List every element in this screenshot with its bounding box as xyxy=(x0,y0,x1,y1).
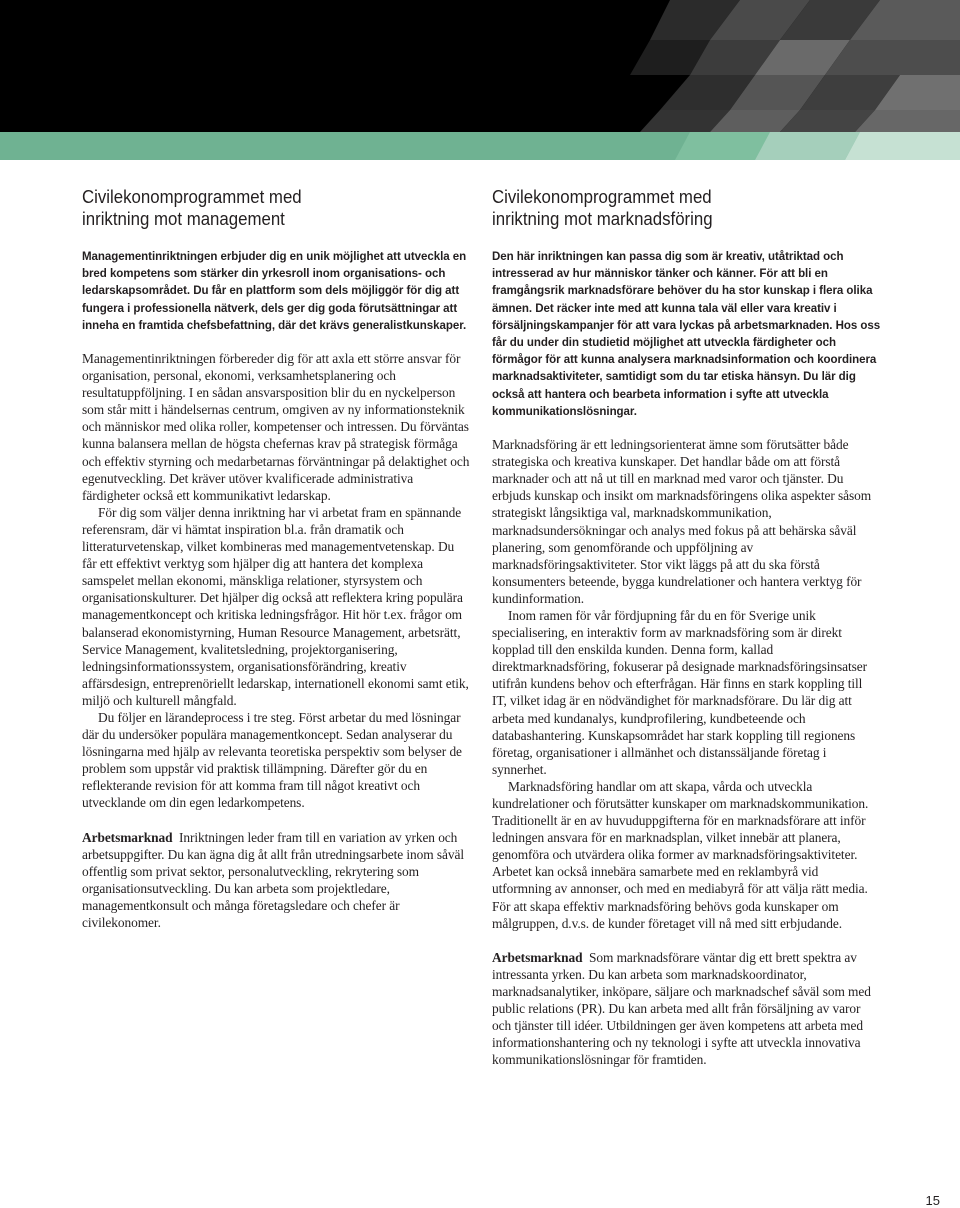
heading-line: inriktning mot management xyxy=(82,208,285,229)
management-intro: Managementinriktningen erbjuder dig en unik möjlighet att utveckla en bred kompetens som stärker din yrkesroll inom organisations- och ledarskapsområdet. Du får en plattform som dels möjliggör för dig att fungera i professionella nätverk, dels ger dig goda förutsättningar att inneha en framtida chefsbefattning, där det krävs generalistkunskaper. xyxy=(82,249,467,332)
decorative-cube-pattern xyxy=(630,0,960,160)
job-market-text: Som marknadsförare väntar dig ett brett spektra av intressanta yrken. Du kan arbeta som marknadskoordinator, marknadsanalytiker, inköpare, säljare och marknadschef såväl som med public relations (PR). Du kan arbeta med allt från försäljning av varor och tjänster till idéer. Utbildningen ger även kompetens att arbeta med informationshantering och ny teknologi i syfte att utveckla innovativa kommunikationslösningar för framtiden. xyxy=(492,949,871,1068)
marketing-heading xyxy=(492,186,849,230)
body-paragraph: Marknadsföring är ett ledningsorienterat ämne som förutsätter både strategiska och kreativa kunskaper. Det handlar både om att förstå marknader och att nå ut till en marknad med varor och tjänster. Du erbjuds kunskap och insikt om marknadsföringens olika aspekter såsom strategiskt långsiktiga val, marknadskommunikation, marknadsundersökningar och analys med fokus på att behärska såväl planering, som genomförande och uppföljning av marknadsföringsaktiviteter. Stor vikt läggs på att du ska förstå konsumenters beteende, bygga kundrelationer och hantera verktyg för kundinformation. xyxy=(492,437,872,606)
marketing-body xyxy=(492,436,880,1068)
body-paragraph: Marknadsföring handlar om att skapa, vårda och utveckla kundrelationer och förutsätter kunskaper om marknadskommunikation. Traditionellt är en av huvuduppgifterna för en marknadsförare att inför ledningen ansvara för en marknadsplan, vilket innebär att planera, genomföra och utvärdera olika former av marknadsföringsaktiviteter. Arbetet kan också innebära samarbete med en reklambyrå vid utformning av annonser, och med en mediabyrå för att välja rätt media. För att skapa effektiv marknadsföring behövs goda kunskaper om målgruppen, d.v.s. de kunder företaget vill nå med sitt erbjudande. xyxy=(492,778,869,931)
cube-shapes xyxy=(630,0,960,160)
management-body xyxy=(82,350,470,931)
heading-line: Civilekonomprogrammet med xyxy=(492,186,712,207)
heading-line: inriktning mot marknadsföring xyxy=(492,208,713,229)
job-market-label: Arbetsmarknad xyxy=(82,829,173,845)
management-column xyxy=(82,186,470,931)
marketing-intro: Den här inriktningen kan passa dig som är kreativ, utåtriktad och intresserad av hur människor tänker och känner. För att bli en framgångsrik marknadsförare behöver du ha stor kunskap i flera olika ämnen. Det räcker inte med att kunna tala väl eller vara kreativ i försäljningskampanjer för att vara lyckas på arbetsmarknaden. Hos oss får du under din studietid möjlighet att utveckla färdigheter och förmågor för att kunna analysera marknadsinformation och koordinera marknadsaktiviteter, samtidigt som du tar etiska hänsyn. Du lär dig också att hantera och bearbeta information i syfte att utveckla kommunikationslösningar. xyxy=(492,249,881,418)
job-market-paragraph xyxy=(82,829,470,932)
job-market-text: Inriktningen leder fram till en variation av yrken och arbetsuppgifter. Du kan ägna dig åt allt från utredningsarbete inom såväl offentlig som privat sektor, personalutveckling, rekrytering som organisationsutveckling. Du kan arbeta som projektledare, managementkonsult och många företagsledare och chefer är civilekonomer. xyxy=(82,829,464,931)
job-market-paragraph xyxy=(492,949,880,1069)
body-paragraph: Du följer en lärandeprocess i tre steg. Först arbetar du med lösningar där du undersöker populära managementkoncept. Sedan analyserar du lösningarna med hjälp av relevanta teoretiska perspektiv som belyser de problem som uppstår vid praktisk tillämpning. Därefter gör du en reflekterande revision för att komma fram till något kreativt och utvecklande om din egen ledarkompetens. xyxy=(82,709,462,811)
job-market-label: Arbetsmarknad xyxy=(492,949,583,965)
body-paragraph: Managementinriktningen förbereder dig för att axla ett större ansvar för organisation, personal, ekonomi, verksamhetsplanering och resultatuppföljning. I en sådan ansvarsposition blir du en nyckelperson som står mitt i händelsernas centrum, omgiven av ny informationsteknik och människor med olika roller, kompetenser och intressen. Du förväntas kunna balansera mellan de högsta chefernas krav på strategisk förmåga och effektiv styrning och medarbetarnas förväntningar på delaktighet och egenutveckling. Det kräver utöver kvalificerade administrativa färdigheter också ett kommunikativt ledarskap. xyxy=(82,351,470,503)
management-heading xyxy=(82,186,439,230)
body-paragraph: Inom ramen för vår fördjupning får du en för Sverige unik specialisering, en interaktiv form av marknadsföring som är direkt kopplad till den enskilda kunden. Denna form, kallad direktmarknadsföring, fokuserar på designade marknadsföringsinsatser utifrån kundens behov och efterfrågan. Här finns en stark koppling till IT, vilket idag är en nödvändighet för marknadsförare. Du lär dig att arbeta med kundanalys, kundprofilering, kundbeteende och databashantering. Kunskapsområdet har stark koppling till regionens företag, organisationer i allmänhet och distanssäljande företag i synnerhet. xyxy=(492,607,867,777)
heading-line: Civilekonomprogrammet med xyxy=(82,186,302,207)
marketing-column xyxy=(492,186,880,1068)
page-number: 15 xyxy=(925,1193,940,1208)
body-paragraph: För dig som väljer denna inriktning har vi arbetat fram en spännande referensram, där vi hämtat inspiration bl.a. från dramatik och litteraturvetenskap, vilket kombineras med managementvetenskap. Du får ett effektivt verktyg som hjälper dig att hantera det komplexa samspelet mellan ekonomi, mänskliga relationer, styrsystem och organisationskulturer. Det hjälper dig också att reflektera kring populära managementkoncept och kritiska ledningsfrågor. Hit hör t.ex. frågor om balanserad ekonomistyrning, Human Resource Management, arbetsrätt, Service Management, kvalitetsledning, projektorganisering, ledningsinformationssystem, organisationsförändring, kreativ affärsdesign, entreprenöriellt ledarskap, internationell ekonomi samt etik, miljö och kulturell mångfald. xyxy=(82,504,469,708)
